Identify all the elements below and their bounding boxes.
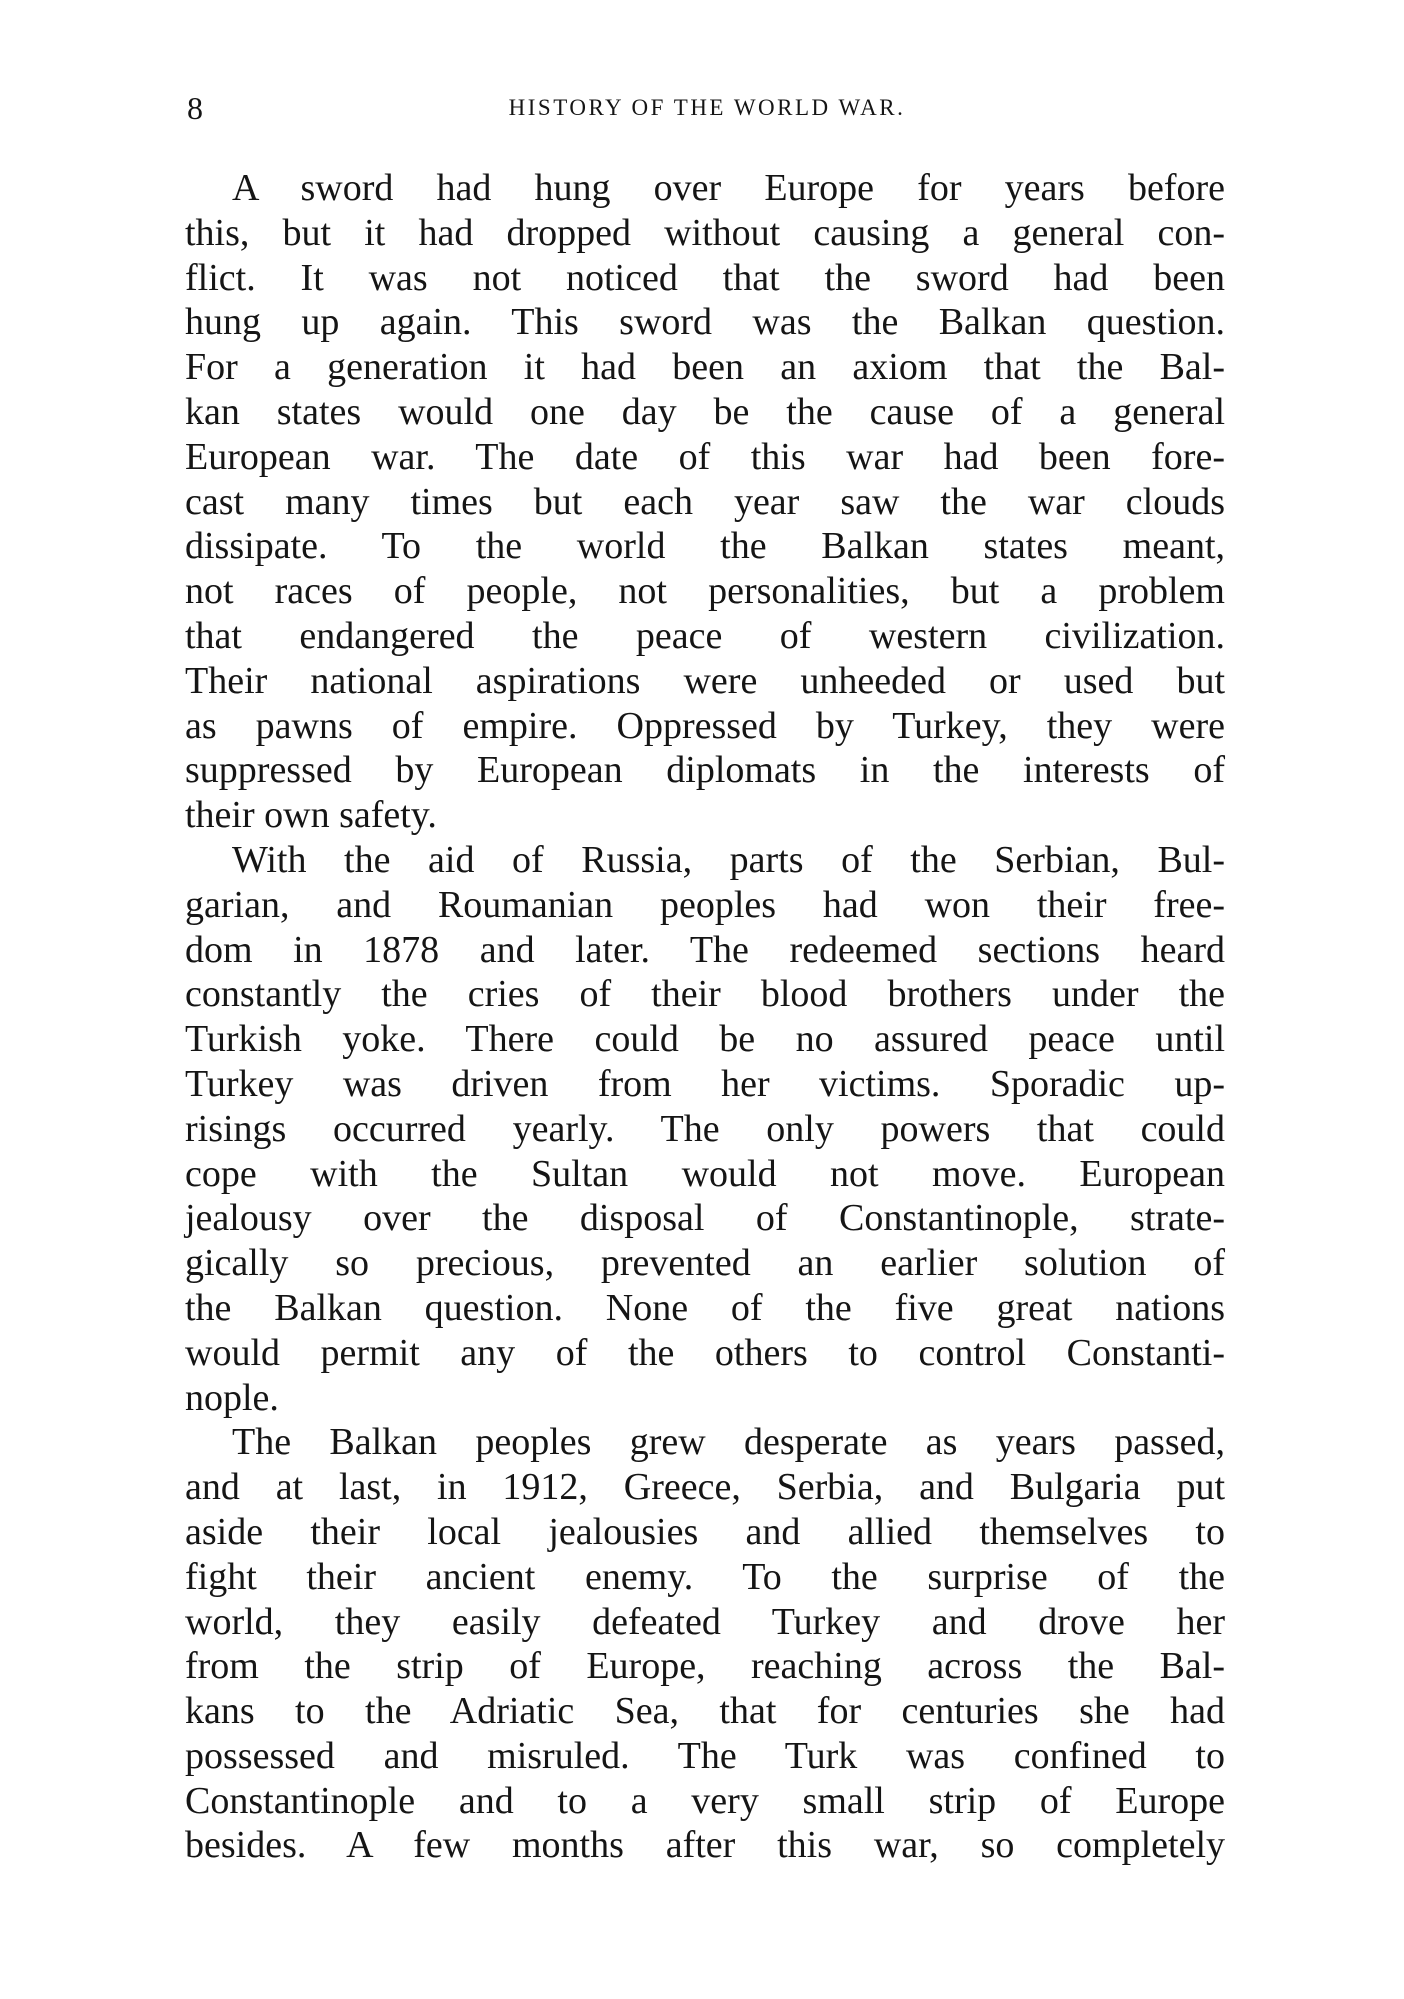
text-line: kan states would one day be the cause of a general — [185, 390, 1225, 433]
text-line: risings occurred yearly. The only powers that could — [185, 1107, 1225, 1150]
text-line: flict. It was not noticed that the sword had been — [185, 256, 1225, 299]
text-line: constantly the cries of their blood brothers under the — [185, 973, 1225, 1016]
text-line: the Balkan question. None of the five great nations — [185, 1286, 1225, 1329]
text-line: this, but it had dropped without causing a general con- — [185, 211, 1225, 254]
text-line: For a generation it had been an axiom that the Bal- — [185, 346, 1225, 389]
text-line: possessed and misruled. The Turk was confined to — [185, 1734, 1225, 1777]
text-line: besides. A few months after this war, so completely — [185, 1824, 1225, 1867]
text-line: Turkey was driven from her victims. Sporadic up- — [185, 1062, 1225, 1105]
body-text — [185, 166, 1225, 1868]
text-line: Their national aspirations were unheeded or used but — [185, 659, 1225, 702]
text-line: that endangered the peace of western civilization. — [185, 614, 1225, 657]
text-line: hung up again. This sword was the Balkan question. — [185, 301, 1225, 344]
text-line: dissipate. To the world the Balkan states meant, — [185, 525, 1225, 568]
text-line: Turkish yoke. There could be no assured peace until — [185, 1018, 1225, 1061]
text-line: The Balkan peoples grew desperate as years passed, — [232, 1421, 1225, 1464]
running-head: HISTORY OF THE WORLD WAR. — [508, 95, 906, 120]
text-line: world, they easily defeated Turkey and drove her — [185, 1600, 1225, 1643]
page-number: 8 — [187, 90, 203, 126]
text-line: their own safety. — [185, 794, 437, 837]
text-line: With the aid of Russia, parts of the Serbian, Bul- — [232, 838, 1225, 881]
page-header — [187, 88, 1227, 128]
text-line: Constantinople and to a very small strip of Europe — [185, 1779, 1225, 1822]
text-line: aside their local jealousies and allied themselves to — [185, 1510, 1225, 1553]
text-line: European war. The date of this war had been fore- — [185, 435, 1225, 478]
text-line: would permit any of the others to control Constanti- — [185, 1331, 1225, 1374]
text-line: nople. — [185, 1376, 279, 1419]
text-line: fight their ancient enemy. To the surprise of the — [185, 1555, 1225, 1598]
text-line: garian, and Roumanian peoples had won their free- — [185, 883, 1225, 926]
text-line: gically so precious, prevented an earlier solution of — [185, 1242, 1225, 1285]
text-line: not races of people, not personalities, but a problem — [185, 570, 1225, 613]
text-line: suppressed by European diplomats in the interests of — [185, 749, 1225, 792]
text-line: cast many times but each year saw the war clouds — [185, 480, 1225, 523]
text-line: A sword had hung over Europe for years before — [232, 167, 1225, 209]
text-line: kans to the Adriatic Sea, that for centuries she had — [185, 1690, 1225, 1733]
text-line: dom in 1878 and later. The redeemed sections heard — [185, 928, 1225, 971]
text-line: cope with the Sultan would not move. European — [185, 1152, 1225, 1195]
text-line: and at last, in 1912, Greece, Serbia, and Bulgaria put — [185, 1466, 1225, 1509]
text-line: from the strip of Europe, reaching across the Bal- — [185, 1645, 1225, 1688]
text-line: as pawns of empire. Oppressed by Turkey, they were — [185, 704, 1225, 747]
text-line: jealousy over the disposal of Constantinople, strate- — [185, 1197, 1225, 1240]
